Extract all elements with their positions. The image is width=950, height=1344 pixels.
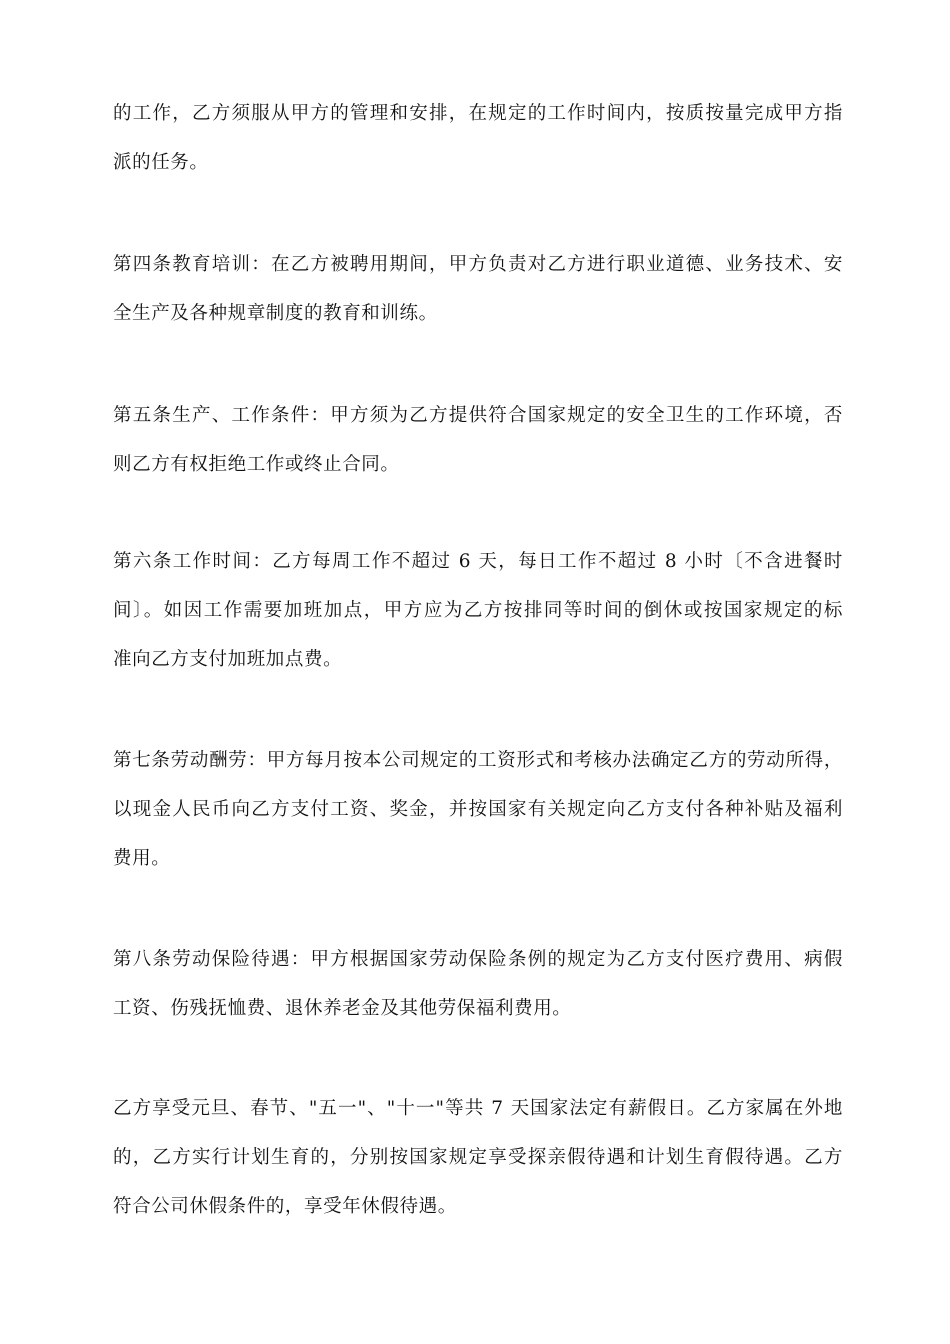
text-line: 第八条劳动保险待遇：甲方根据国家劳动保险条例的规定为乙方支付医疗费用、病假 (113, 949, 843, 970)
paragraph-article-7-remuneration (113, 736, 843, 883)
text-line: 工资、伤残抚恤费、退休养老金及其他劳保福利费用。 (113, 998, 572, 1019)
text-line: 第四条教育培训：在乙方被聘用期间，甲方负责对乙方进行职业道德、业务技术、安 (113, 254, 843, 275)
text-line: 乙方享受元旦、春节、"五一"、"十一"等共 7 天国家法定有薪假日。乙方家属在外地 (113, 1098, 843, 1119)
paragraph-work-duties (113, 89, 843, 187)
text-line: 的工作，乙方须服从甲方的管理和安排，在规定的工作时间内，按质按量完成甲方指 (113, 103, 843, 124)
text-line: 费用。 (113, 848, 171, 869)
text-line: 间〕。如因工作需要加班加点，甲方应为乙方按排同等时间的倒休或按国家规定的标 (113, 600, 843, 621)
paragraph-article-6-working-hours (113, 537, 843, 684)
text-line: 第六条工作时间：乙方每周工作不超过 6 天，每日工作不超过 8 小时〔不含进餐时 (113, 551, 843, 572)
paragraph-article-8-insurance (113, 935, 843, 1033)
text-line: 全生产及各种规章制度的教育和训练。 (113, 303, 438, 324)
text-line: 准向乙方支付加班加点费。 (113, 649, 343, 670)
text-line: 则乙方有权拒绝工作或终止合同。 (113, 454, 400, 475)
text-line: 的，乙方实行计划生育的，分别按国家规定享受探亲假待遇和计划生育假待遇。乙方 (113, 1147, 843, 1168)
text-line: 符合公司休假条件的，享受年休假待遇。 (113, 1196, 457, 1217)
paragraph-article-4-training (113, 240, 843, 338)
paragraph-article-5-conditions (113, 391, 843, 489)
text-line: 派的任务。 (113, 152, 209, 173)
text-line: 第七条劳动酬劳：甲方每月按本公司规定的工资形式和考核办法确定乙方的劳动所得， (113, 750, 843, 771)
text-line: 以现金人民币向乙方支付工资、奖金，并按国家有关规定向乙方支付各种补贴及福利 (113, 799, 843, 820)
paragraph-holidays (113, 1084, 843, 1231)
text-line: 第五条生产、工作条件：甲方须为乙方提供符合国家规定的安全卫生的工作环境，否 (113, 405, 843, 426)
